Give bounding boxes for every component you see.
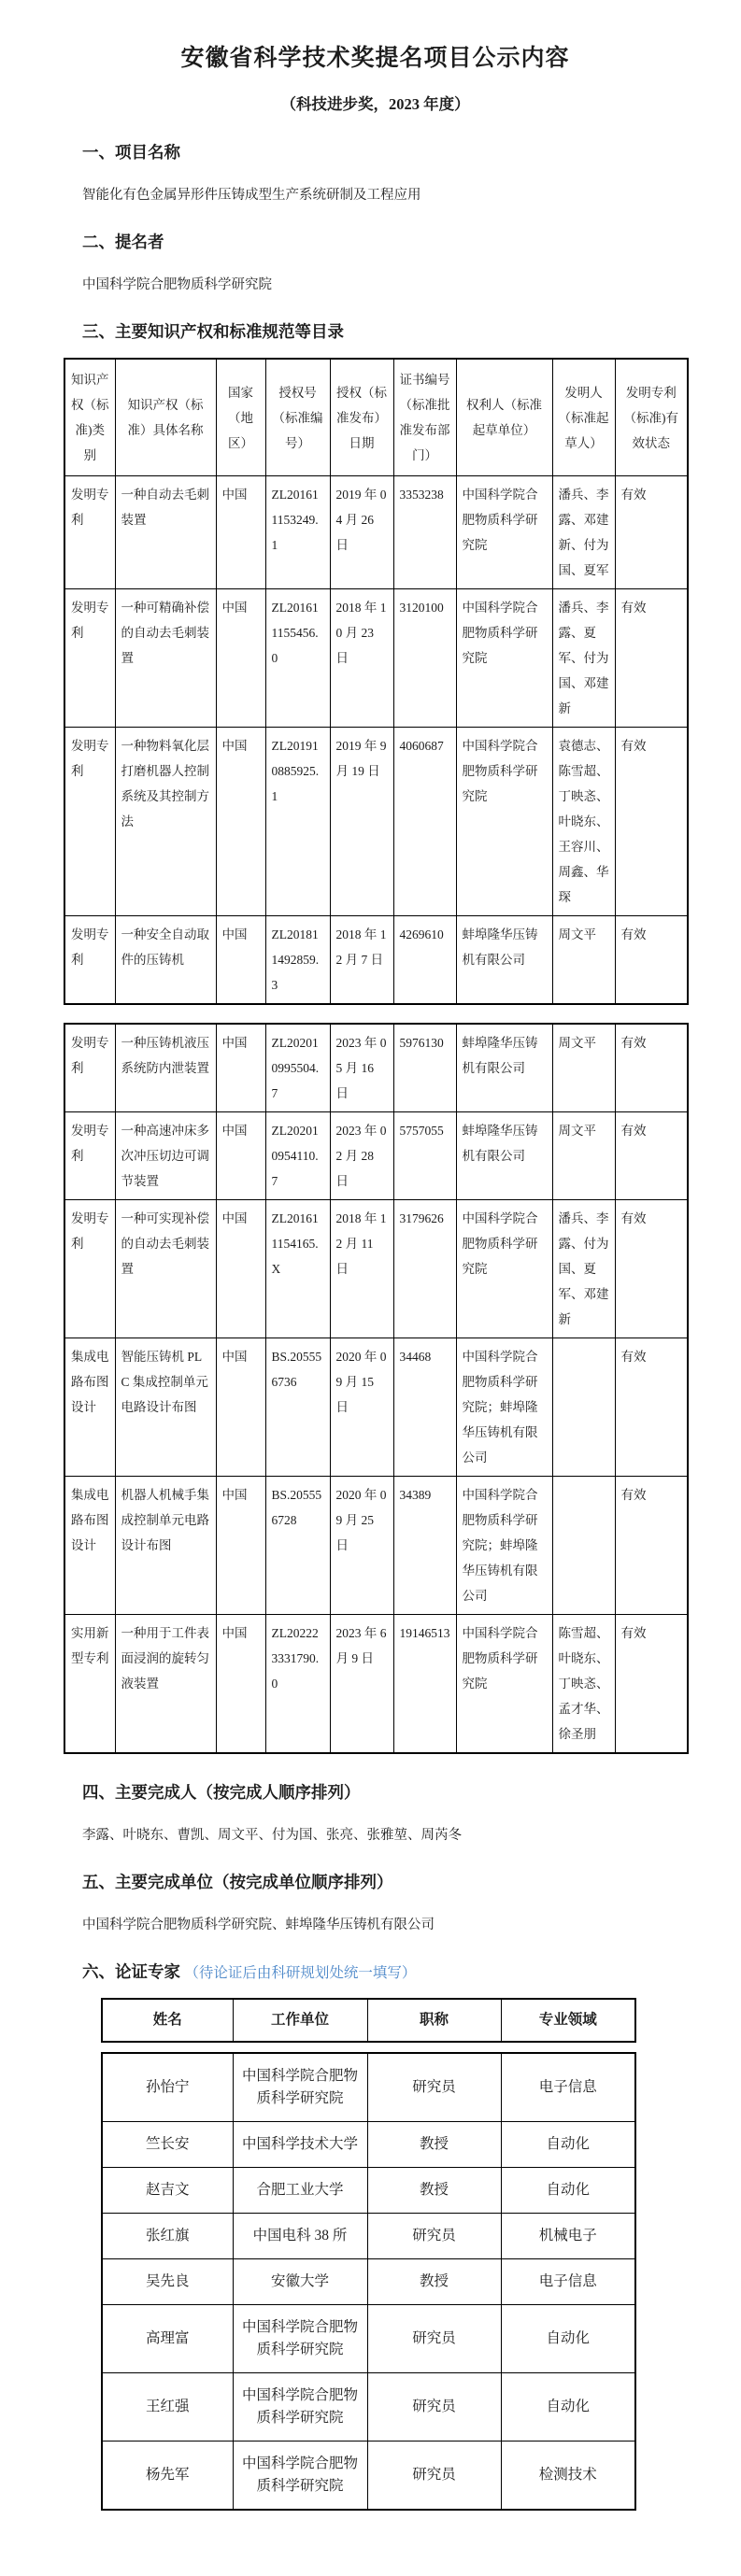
ip-cell: 中国科学院合肥物质科学研究院 xyxy=(456,1200,552,1338)
ip-column-header: 授权号（标准编号） xyxy=(265,359,330,476)
ip-cell: 发明专利 xyxy=(64,916,115,1005)
expert-row xyxy=(102,2122,635,2168)
ip-cell: ZL202010954110.7 xyxy=(265,1112,330,1200)
expert-cell: 合肥工业大学 xyxy=(233,2168,367,2214)
ip-cell: 有效 xyxy=(615,916,688,1005)
expert-cell: 中国科学院合肥物质科学研究院 xyxy=(233,2305,367,2373)
ip-cell: 实用新型专利 xyxy=(64,1615,115,1754)
ip-cell: 发明专利 xyxy=(64,1112,115,1200)
expert-column-header: 职称 xyxy=(367,1999,501,2042)
expert-column-header: 姓名 xyxy=(102,1999,233,2042)
ip-cell: 中国科学院合肥物质科学研究院；蚌埠隆华压铸机有限公司 xyxy=(456,1338,552,1477)
contributors-text: 李露、叶晓东、曹凯、周文平、付为国、张亮、张雅堃、周芮冬 xyxy=(82,1828,462,1843)
ip-cell: 4060687 xyxy=(393,728,456,916)
ip-cell: 中国科学院合肥物质科学研究院 xyxy=(456,728,552,916)
ip-row xyxy=(64,1615,688,1754)
ip-table-block-1 xyxy=(64,358,687,1005)
expert-header-row xyxy=(102,1999,635,2042)
ip-cell: 3120100 xyxy=(393,589,456,728)
ip-row xyxy=(64,1200,688,1338)
ip-cell: 4269610 xyxy=(393,916,456,1005)
ip-cell: 一种高速冲床多次冲压切边可调节装置 xyxy=(115,1112,216,1200)
ip-cell: 一种可实现补偿的自动去毛刺装置 xyxy=(115,1200,216,1338)
ip-cell: 有效 xyxy=(615,476,688,589)
ip-cell: 5757055 xyxy=(393,1112,456,1200)
expert-row xyxy=(102,2373,635,2442)
ip-cell: 中国 xyxy=(216,728,265,916)
expert-cell: 机械电子 xyxy=(501,2214,635,2259)
ip-cell: 中国 xyxy=(216,476,265,589)
ip-cell: ZL201611154165.X xyxy=(265,1200,330,1338)
expert-row xyxy=(102,2305,635,2373)
ip-row xyxy=(64,1338,688,1477)
expert-cell: 中国科学技术大学 xyxy=(233,2122,367,2168)
ip-cell: 一种用于工件表面浸润的旋转匀液装置 xyxy=(115,1615,216,1754)
expert-cell: 张红旗 xyxy=(102,2214,233,2259)
expert-cell: 杨先军 xyxy=(102,2442,233,2511)
ip-cell: 3353238 xyxy=(393,476,456,589)
page-subtitle: （科技进步奖，2023 年度） xyxy=(280,95,470,113)
ip-row xyxy=(64,1024,688,1112)
ip-cell: 中国科学院合肥物质科学研究院 xyxy=(456,476,552,589)
ip-cell: ZL201910885925.1 xyxy=(265,728,330,916)
ip-cell: 发明专利 xyxy=(64,589,115,728)
expert-cell: 吴先良 xyxy=(102,2259,233,2305)
ip-cell: 集成电路布图设计 xyxy=(64,1477,115,1615)
ip-cell: 一种安全自动取件的压铸机 xyxy=(115,916,216,1005)
ip-cell: 2020 年 09 月 25 日 xyxy=(330,1477,393,1615)
expert-table-header-block xyxy=(64,1998,687,2043)
expert-cell: 安徽大学 xyxy=(233,2259,367,2305)
ip-cell: 3179626 xyxy=(393,1200,456,1338)
expert-row xyxy=(102,2259,635,2305)
ip-cell: 一种可精确补偿的自动去毛刺装置 xyxy=(115,589,216,728)
ip-cell: 蚌埠隆华压铸机有限公司 xyxy=(456,1112,552,1200)
ip-cell: 智能压铸机 PLC 集成控制单元电路设计布图 xyxy=(115,1338,216,1477)
ip-cell: 有效 xyxy=(615,1338,688,1477)
ip-cell: 中国科学院合肥物质科学研究院；蚌埠隆华压铸机有限公司 xyxy=(456,1477,552,1615)
ip-cell: 中国 xyxy=(216,916,265,1005)
ip-cell: 有效 xyxy=(615,1200,688,1338)
ip-column-header: 国家（地区） xyxy=(216,359,265,476)
expert-cell: 自动化 xyxy=(501,2168,635,2214)
ip-cell: 发明专利 xyxy=(64,476,115,589)
expert-cell: 电子信息 xyxy=(501,2259,635,2305)
ip-cell: 发明专利 xyxy=(64,1200,115,1338)
expert-cell: 研究员 xyxy=(367,2214,501,2259)
ip-cell: 2020 年 09 月 15 日 xyxy=(330,1338,393,1477)
expert-row xyxy=(102,2053,635,2122)
ip-header-row xyxy=(64,359,688,476)
ip-cell: 一种物料氧化层打磨机器人控制系统及其控制方法 xyxy=(115,728,216,916)
ip-cell: 潘兵、李露、夏军、付为国、邓建新 xyxy=(552,589,615,728)
expert-cell: 研究员 xyxy=(367,2442,501,2511)
ip-column-header: 发明专利（标准)有效状态 xyxy=(615,359,688,476)
ip-cell: 潘兵、李露、邓建新、付为国、夏军 xyxy=(552,476,615,589)
ip-cell: 一种自动去毛刺装置 xyxy=(115,476,216,589)
ip-cell: 机器人机械手集成控制单元电路设计布图 xyxy=(115,1477,216,1615)
ip-cell: 中国科学院合肥物质科学研究院 xyxy=(456,589,552,728)
ip-cell: ZL201811492859.3 xyxy=(265,916,330,1005)
ip-column-header: 授权（标准发布）日期 xyxy=(330,359,393,476)
expert-cell: 中国科学院合肥物质科学研究院 xyxy=(233,2053,367,2122)
ip-table-block-2 xyxy=(64,1023,687,1754)
expert-cell: 王红强 xyxy=(102,2373,233,2442)
ip-cell: 34468 xyxy=(393,1338,456,1477)
ip-cell: 集成电路布图设计 xyxy=(64,1338,115,1477)
ip-column-header: 知识产权（标准）具体名称 xyxy=(115,359,216,476)
ip-column-header: 权利人（标准起草单位） xyxy=(456,359,552,476)
ip-cell: 有效 xyxy=(615,589,688,728)
ip-cell: 发明专利 xyxy=(64,728,115,916)
ip-cell: 2018 年 12 月 7 日 xyxy=(330,916,393,1005)
experts-heading-text: 六、论证专家 xyxy=(82,1962,180,1981)
ip-cell: 周文平 xyxy=(552,1112,615,1200)
expert-row xyxy=(102,2168,635,2214)
expert-cell: 教授 xyxy=(367,2168,501,2214)
expert-cell: 电子信息 xyxy=(501,2053,635,2122)
ip-cell: 陈雪超、叶晓东、丁映忞、孟才华、徐圣朋 xyxy=(552,1615,615,1754)
ip-cell: BS.205556736 xyxy=(265,1338,330,1477)
ip-row xyxy=(64,1477,688,1615)
expert-cell: 研究员 xyxy=(367,2373,501,2442)
section-heading-completing-units: 五、主要完成单位（按完成单位顺序排列） xyxy=(82,1873,393,1891)
ip-cell xyxy=(552,1477,615,1615)
ip-cell: 蚌埠隆华压铸机有限公司 xyxy=(456,1024,552,1112)
section-heading-nominator: 二、提名者 xyxy=(82,233,164,251)
ip-cell: 中国 xyxy=(216,1200,265,1338)
ip-row xyxy=(64,728,688,916)
ip-cell: 2019 年 9 月 19 日 xyxy=(330,728,393,916)
ip-cell: 中国 xyxy=(216,1477,265,1615)
expert-row xyxy=(102,2442,635,2511)
ip-cell: 中国 xyxy=(216,1024,265,1112)
ip-cell: ZL202223331790.0 xyxy=(265,1615,330,1754)
expert-column-header: 工作单位 xyxy=(233,1999,367,2042)
ip-cell: 周文平 xyxy=(552,1024,615,1112)
ip-cell: 2023 年 6 月 9 日 xyxy=(330,1615,393,1754)
ip-cell: 中国 xyxy=(216,1615,265,1754)
expert-cell: 赵吉文 xyxy=(102,2168,233,2214)
ip-cell: 2023 年 05 月 16 日 xyxy=(330,1024,393,1112)
expert-row xyxy=(102,2214,635,2259)
ip-cell: 2018 年 12 月 11 日 xyxy=(330,1200,393,1338)
ip-cell: ZL201611155456.0 xyxy=(265,589,330,728)
completing-units-text: 中国科学院合肥物质科学研究院、蚌埠隆华压铸机有限公司 xyxy=(82,1918,435,1932)
ip-cell: 中国科学院合肥物质科学研究院 xyxy=(456,1615,552,1754)
ip-cell: 19146513 xyxy=(393,1615,456,1754)
expert-cell: 孙怡宁 xyxy=(102,2053,233,2122)
ip-row xyxy=(64,916,688,1005)
expert-cell: 竺长安 xyxy=(102,2122,233,2168)
section-heading-project-name: 一、项目名称 xyxy=(82,143,180,162)
section-heading-ip-list: 三、主要知识产权和标准规范等目录 xyxy=(82,322,344,341)
ip-cell: 2019 年 04 月 26 日 xyxy=(330,476,393,589)
expert-body-table xyxy=(101,2052,636,2511)
ip-cell: 周文平 xyxy=(552,916,615,1005)
ip-cell: 袁德志、陈雪超、丁映忞、叶晓东、王容川、周鑫、华琛 xyxy=(552,728,615,916)
ip-cell xyxy=(552,1338,615,1477)
ip-table-page-2 xyxy=(64,1023,689,1754)
expert-cell: 高理富 xyxy=(102,2305,233,2373)
ip-cell: 潘兵、李露、付为国、夏军、邓建新 xyxy=(552,1200,615,1338)
ip-row xyxy=(64,1112,688,1200)
ip-row xyxy=(64,589,688,728)
expert-table-body-block xyxy=(64,2052,687,2511)
ip-column-header: 知识产权（标准)类别 xyxy=(64,359,115,476)
ip-column-header: 证书编号（标准批准发布部门） xyxy=(393,359,456,476)
expert-cell: 中国科学院合肥物质科学研究院 xyxy=(233,2373,367,2442)
expert-cell: 自动化 xyxy=(501,2373,635,2442)
ip-cell: 5976130 xyxy=(393,1024,456,1112)
expert-cell: 自动化 xyxy=(501,2305,635,2373)
ip-row xyxy=(64,476,688,589)
ip-cell: 蚌埠隆华压铸机有限公司 xyxy=(456,916,552,1005)
expert-cell: 研究员 xyxy=(367,2053,501,2122)
project-name-text: 智能化有色金属异形件压铸成型生产系统研制及工程应用 xyxy=(82,188,421,203)
ip-table-page-1 xyxy=(64,358,689,1005)
ip-cell: 中国 xyxy=(216,589,265,728)
ip-cell: 2023 年 02 月 28 日 xyxy=(330,1112,393,1200)
expert-cell: 教授 xyxy=(367,2122,501,2168)
ip-cell: 一种压铸机液压系统防内泄装置 xyxy=(115,1024,216,1112)
ip-cell: 有效 xyxy=(615,1615,688,1754)
ip-cell: 发明专利 xyxy=(64,1024,115,1112)
nominator-text: 中国科学院合肥物质科学研究院 xyxy=(82,277,272,292)
expert-cell: 检测技术 xyxy=(501,2442,635,2511)
expert-cell: 中国科学院合肥物质科学研究院 xyxy=(233,2442,367,2511)
expert-cell: 中国电科 38 所 xyxy=(233,2214,367,2259)
experts-note-text: （待论证后由科研规划处统一填写） xyxy=(184,1965,417,1981)
ip-column-header: 发明人（标准起草人） xyxy=(552,359,615,476)
page-title: 安徽省科学技术奖提名项目公示内容 xyxy=(180,45,570,71)
ip-cell: 有效 xyxy=(615,728,688,916)
expert-cell: 自动化 xyxy=(501,2122,635,2168)
ip-cell: 2018 年 10 月 23 日 xyxy=(330,589,393,728)
ip-cell: 中国 xyxy=(216,1112,265,1200)
expert-column-header: 专业领域 xyxy=(501,1999,635,2042)
ip-cell: BS.205556728 xyxy=(265,1477,330,1615)
expert-header-table xyxy=(101,1998,636,2043)
ip-cell: ZL202010995504.7 xyxy=(265,1024,330,1112)
ip-cell: 有效 xyxy=(615,1112,688,1200)
section-heading-experts xyxy=(82,1960,687,1983)
section-heading-contributors: 四、主要完成人（按完成人顺序排列） xyxy=(82,1783,361,1802)
expert-cell: 研究员 xyxy=(367,2305,501,2373)
ip-cell: 有效 xyxy=(615,1477,688,1615)
ip-cell: 34389 xyxy=(393,1477,456,1615)
ip-cell: 有效 xyxy=(615,1024,688,1112)
ip-cell: ZL201611153249.1 xyxy=(265,476,330,589)
expert-cell: 教授 xyxy=(367,2259,501,2305)
ip-cell: 中国 xyxy=(216,1338,265,1477)
